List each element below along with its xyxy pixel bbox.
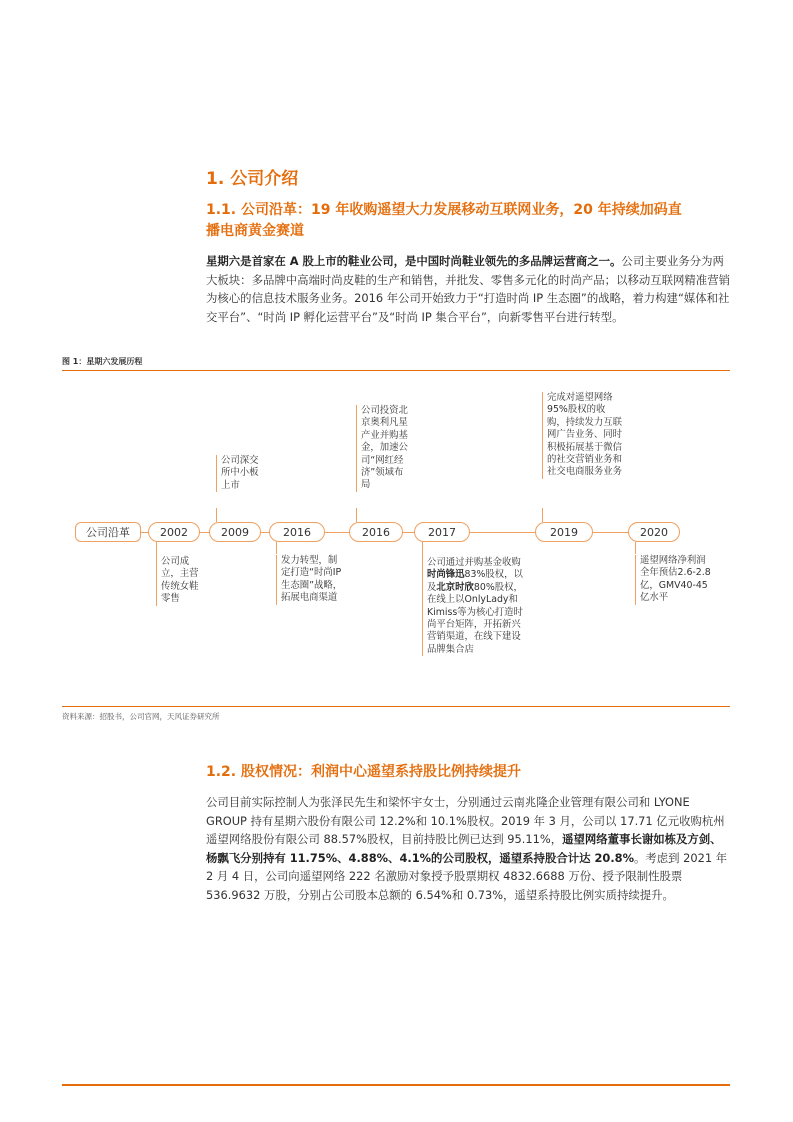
- note-2020: 遥望网络净利润全年预估2.6-2.8亿，GMV40-45亿水平: [635, 555, 714, 605]
- subsection-1-title-line1: 1.1. 公司沿革：19 年收购遥望大力发展移动互联网业务，20 年持续加码直: [206, 202, 682, 218]
- paragraph-bold-lead: 星期六是首家在 A 股上市的鞋业公司，是中国时尚鞋业领先的多品牌运营商之一。: [206, 254, 622, 268]
- subsection-1-title-line2: 播电商黄金赛道: [206, 223, 304, 239]
- timeline-year-2009: 2009: [209, 522, 261, 542]
- paragraph-body: 公司主要业务分为两大板块：多品牌中高端时尚皮鞋的生产和销售，并批发、零售多元化的时尚产品；以移动互联网精准营销为核心的信息技术服务业务。2016 年公司开始致力于“打造时尚 IP 生态圈”的战略，着力构建“媒体和社交平台”、“时尚 IP 孵化运营平台”及“时尚 IP 集合平台”，向新零售平台进行转型。: [206, 254, 730, 324]
- paragraph-shareholding-bold: 遥望网络董事长谢如栋及方剑、杨飘飞分别持有 11.75%、4.88%、4.1%的公司股权，遥望系持股合计达 20.8%: [206, 832, 722, 865]
- note-2017-bold-2: 北京时欣: [436, 581, 474, 593]
- connector-2019: [542, 508, 543, 522]
- timeline-year-2016-a: 2016: [269, 522, 325, 542]
- timeline-start-label: 公司沿革: [75, 522, 141, 542]
- paragraph-shareholding: [206, 793, 730, 904]
- connector-2016-a: [276, 542, 277, 554]
- timeline-year-2016-b: 2016: [349, 522, 403, 542]
- timeline-year-2017: 2017: [414, 522, 470, 542]
- note-2017-part-c: 83%股权，以及: [427, 569, 523, 593]
- timeline-year-2019: 2019: [535, 522, 593, 542]
- note-2017-part-d: 80%股权，在线上以OnlyLady和Kimiss等为核心打造时尚平台矩阵，开拓新兴营销渠道，在线下建设品牌集合店: [427, 581, 523, 655]
- figure-title: 图 1：星期六发展历程: [62, 357, 143, 366]
- subsection-2-title: 1.2. 股权情况：利润中心遥望系持股比例持续提升: [206, 764, 521, 780]
- paragraph-shareholding-part-a: 公司目前实际控制人为张泽民先生和梁怀宇女士，分别通过云南兆隆企业管理有限公司和 LYONE GROUP 持有星期六股份有限公司 12.2%和 10.1%股权。2019 年 3 月，公司以 17.71 亿元收购杭州遥望网络股份有限公司 88.57%股权，目前持股比例已达到 95.11%，: [206, 795, 725, 846]
- section-heading: 1. 公司介绍: [206, 169, 299, 189]
- timeline-year-2020: 2020: [628, 522, 680, 542]
- note-2017-part-a: 公司通过并购基金收购: [427, 557, 521, 568]
- connector-2016-b: [356, 508, 357, 522]
- note-2016-b: 公司投资北京奥利凡星产业并购基金，加速公司“网红经济”领域布局: [356, 405, 411, 492]
- footer-rule: [62, 1084, 730, 1086]
- note-2002: 公司成立，主营传统女鞋零售: [156, 556, 205, 606]
- connector-2020: [635, 542, 636, 554]
- figure-bottom-rule: [62, 706, 730, 707]
- note-2016-a: 发力转型，制定打造“时尚IP生态圈”战略，拓展电商渠道: [276, 555, 343, 605]
- note-2009: 公司深交所中小板上市: [216, 455, 259, 492]
- connector-2009: [216, 508, 217, 522]
- paragraph-shareholding-part-b: 。考虑到 2021 年 2 月 4 日，公司向遥望网络 222 名激励对象授予股票期权 4832.6688 万份、授予限制性股票 536.9632 万股，分别占公司股本总额的 6.54%和 0.73%，遥望系持股比例实质持续提升。: [206, 850, 728, 902]
- note-2017-bold-1: 时尚锋迅: [427, 569, 465, 581]
- timeline-year-2002: 2002: [148, 522, 200, 542]
- figure-source: 资料来源：招股书，公司官网，天风证券研究所: [62, 712, 220, 721]
- note-2017: [422, 557, 525, 656]
- note-2019: 完成对遥望网络95%股权的收购，持续发力互联网广告业务、同时积极拓展基于微信的社交营销业务和社交电商服务业务: [542, 392, 623, 479]
- connector-2017: [422, 542, 423, 558]
